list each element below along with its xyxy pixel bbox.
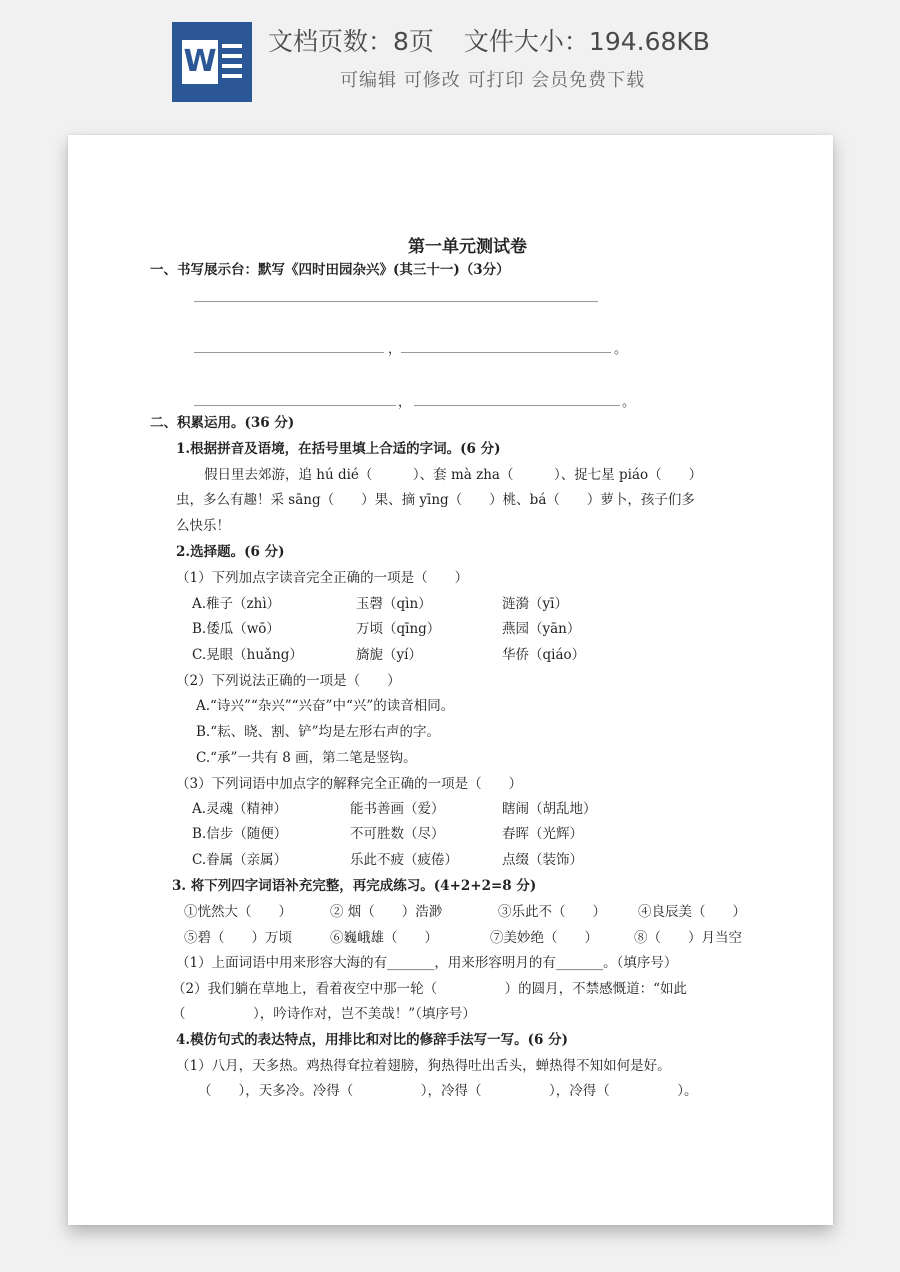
section-2-heading: 二、积累运用。(36 分) [150,415,295,431]
answer-line [194,352,384,353]
answer-line [401,352,611,353]
idiom-item: ⑧（ ）月当空 [634,930,742,946]
q4-answer-line: （ ），天多冷。冷得（ ），冷得（ ），冷得（ ）。 [198,1083,698,1099]
option: 涟漪（yī） [502,596,568,612]
file-info [268,22,710,58]
idiom-item: ④良辰美（ ） [638,904,746,920]
option: 华侨（qiáo） [502,647,586,663]
feature-list: 可编辑 可修改 可打印 会员免费下载 [340,70,646,91]
option: 瞎闹（胡乱地） [502,801,597,817]
q2-2-question: （2）下列说法正确的一项是（ ） [176,673,401,689]
file-size: 文件大小：194.68KB [463,27,710,56]
option: A.稚子（zhì） [192,596,281,612]
q2-1-question: （1）下列加点字读音完全正确的一项是（ ） [176,570,469,586]
q4-example: （1）八月，天多热。鸡热得耷拉着翅膀，狗热得吐出舌头，蝉热得不知如何是好。 [176,1058,671,1074]
option: B.“耘、晓、割、铲”均是左形右声的字。 [196,724,441,740]
option: 旖旎（yí） [356,647,422,663]
option: C.眷属（亲属） [192,852,288,868]
option: C.“承”一共有 8 画，第二笔是竖钩。 [196,750,417,766]
option: 能书善画（爱） [350,801,445,817]
q2-heading: 2.选择题。(6 分) [176,544,285,560]
option: 点缀（装饰） [502,852,583,868]
q2-3-question: （3）下列词语中加点字的解释完全正确的一项是（ ） [176,776,523,792]
q1-text: 假日里去郊游，追 hú dié（ ）、套 mà zha（ ）、捉七星 piáo（ ） [204,467,703,483]
option: C.晃眼（huǎng） [192,647,303,663]
answer-line [194,301,598,302]
page-count: 文档页数：8页 [268,27,434,56]
q1-text: 虫，多么有趣！采 sāng（ ）果、摘 yīng（ ）桃、bá（ ）萝卜，孩子们多 [176,492,695,508]
idiom-item: ⑦美妙绝（ ） [490,930,598,946]
answer-line [194,405,396,406]
option: 玉磬（qìn） [356,596,432,612]
document-page: 第一单元测试卷 一、书写展示台：默写《四时田园杂兴》(其三十一)（3分） ， 。 ， 。 二、积累运用。(36 分) 1.根据拼音及语境，在括号里填上合适的字词。(6 分) 假日里去郊游，追 hú dié（ ）、套 mà zha（ ）、捉七星 piáo（ ） 虫，多么有趣！采 sāng（ ）果、摘 yīng（ ）桃、bá（ ）萝卜，孩子们多 么快乐！ 2.选择题。(6 分) （1）下列加点字读音完全正确的一项是（ ） A.稚子（zhì） 玉磬（qìn） 涟漪（yī） B.倭瓜（wō） 万顷（qīng） 燕园（yān） C.晃眼（huǎng） 旖旎（yí） 华侨（qiáo） （2）下列说法正确的一项是（ ） A.“诗兴”“杂兴”“兴奋”中“兴”的读音相同。 B.“耘、晓、割、铲”均是左形右声的字。 C.“承”一共有 8 画，第二笔是竖钩。 （3）下列词语中加点字的解释完全正确的一项是（ ） A.灵魂（精神） 能书善画（爱） 瞎闹（胡乱地） B.信步（随便） 不可胜数（尽） 春晖（光辉） C.眷属（亲属） 乐此不疲（疲倦） 点缀（装饰） 3. 将下列四字词语补充完整，再完成练习。(4+2+2=8 分) ①恍然大（ ） ② 烟（ ）浩渺 ③乐此不（ ） ④良辰美（ ） ⑤碧（ ）万顷 ⑥巍峨雄（ ） ⑦美妙绝（ ） ⑧（ ）月当空 （1）上面词语中用来形容大海的有_______，用来形容明月的有_______。（填序号） （2）我们躺在草地上，看着夜空中那一轮（ ）的圆月，不禁感慨道：“如此 （ ），吟诗作对，岂不美哉！”（填序号） 4.模仿句式的表达特点，用排比和对比的修辞手法写一写。(6 分) （1）八月，天多热。鸡热得耷拉着翅膀，狗热得吐出舌头，蝉热得不知如何是好。 （ ），天多冷。冷得（ ），冷得（ ），冷得（ ）。 [68,135,833,1225]
q3-2-question: （ ），吟诗作对，岂不美哉！”（填序号） [172,1006,476,1022]
idiom-item: ② 烟（ ）浩渺 [330,904,443,920]
answer-line [414,405,620,406]
option: 春晖（光辉） [502,826,583,842]
q1-heading: 1.根据拼音及语境，在括号里填上合适的字词。(6 分) [176,441,501,457]
idiom-item: ③乐此不（ ） [498,904,606,920]
option: B.倭瓜（wō） [192,621,280,637]
option: 万顷（qīng） [356,621,441,637]
w-letter-icon: W [182,40,218,84]
option: B.信步（随便） [192,826,288,842]
idiom-item: ⑥巍峨雄（ ） [330,930,438,946]
idiom-item: ①恍然大（ ） [184,904,292,920]
q4-heading: 4.模仿句式的表达特点，用排比和对比的修辞手法写一写。(6 分) [176,1032,568,1048]
q3-heading: 3. 将下列四字词语补充完整，再完成练习。(4+2+2=8 分) [172,878,537,894]
q3-2-question: （2）我们躺在草地上，看着夜空中那一轮（ ）的圆月，不禁感慨道：“如此 [172,981,687,997]
option: A.“诗兴”“杂兴”“兴奋”中“兴”的读音相同。 [196,698,455,714]
section-1-heading: 一、书写展示台：默写《四时田园杂兴》(其三十一)（3分） [150,262,510,278]
word-document-icon [172,22,252,102]
idiom-item: ⑤碧（ ）万顷 [184,930,292,946]
option: 燕园（yān） [502,621,581,637]
option: 不可胜数（尽） [350,826,445,842]
option: 乐此不疲（疲倦） [350,852,458,868]
q1-text: 么快乐！ [176,518,230,534]
q3-1-question: （1）上面词语中用来形容大海的有_______，用来形容明月的有_______。（填序号） [176,955,678,971]
option: A.灵魂（精神） [192,801,288,817]
doc-title: 第一单元测试卷 [408,237,527,257]
